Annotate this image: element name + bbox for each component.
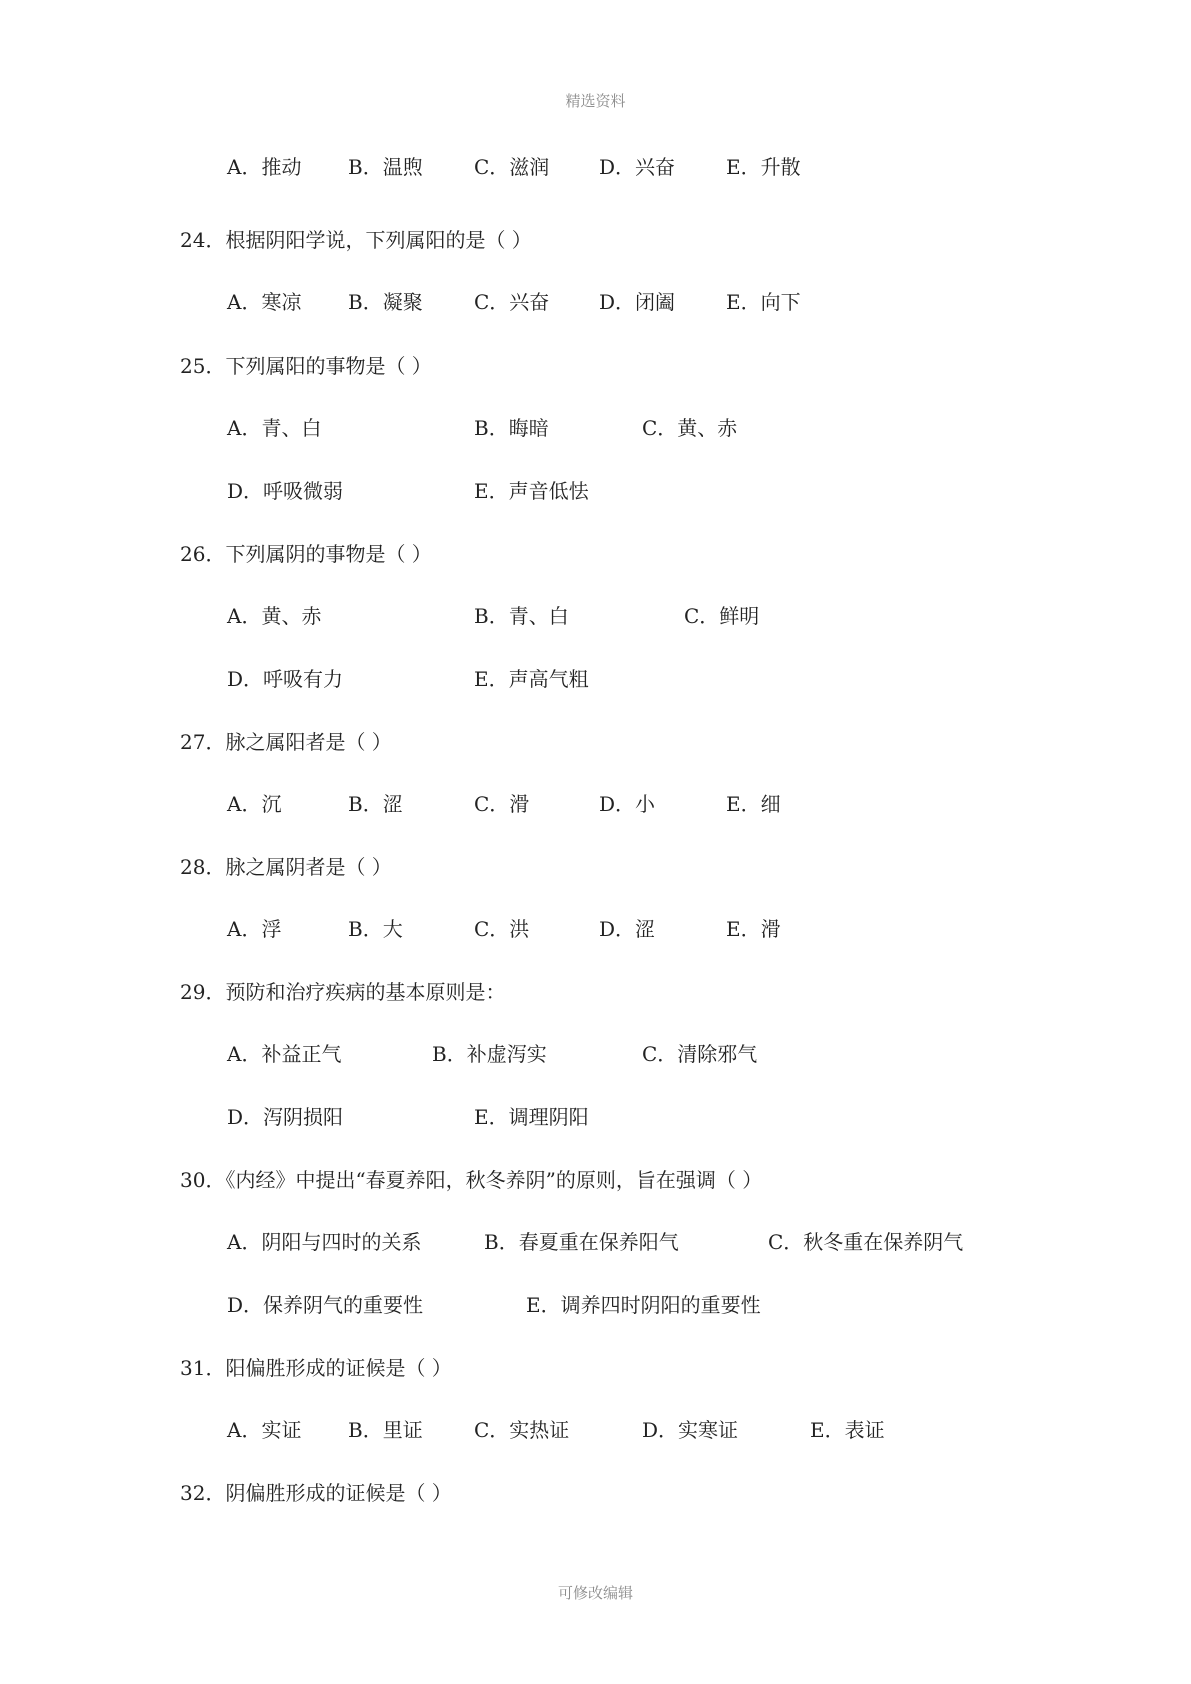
- option: B．青、白: [474, 604, 569, 628]
- option: D．泻阴损阳: [227, 1105, 344, 1129]
- option: D．保养阴气的重要性: [227, 1293, 424, 1317]
- option: A．浮: [227, 917, 282, 941]
- question-text: 30．《内经》中提出“春夏养阳，秋冬养阴”的原则，旨在强调（ ）: [180, 1168, 763, 1192]
- option: C．兴奋: [474, 290, 550, 314]
- option: B．里证: [348, 1418, 423, 1442]
- option: B．涩: [348, 792, 403, 816]
- question-text: 28．脉之属阴者是（ ）: [180, 855, 392, 879]
- option: E．调养四时阴阳的重要性: [526, 1293, 761, 1317]
- option: C．实热证: [474, 1418, 570, 1442]
- question-text: 26．下列属阴的事物是（ ）: [180, 542, 432, 566]
- option: B．大: [348, 917, 403, 941]
- option: B．补虚泻实: [432, 1042, 547, 1066]
- option: E．滑: [726, 917, 781, 941]
- question-text: 25．下列属阳的事物是（ ）: [180, 354, 432, 378]
- option: C．滑: [474, 792, 530, 816]
- option: D．涩: [599, 917, 656, 941]
- option: B．温煦: [348, 155, 423, 179]
- question-text: 27．脉之属阳者是（ ）: [180, 730, 392, 754]
- option: E．表证: [810, 1418, 885, 1442]
- option: B．凝聚: [348, 290, 423, 314]
- option: D．呼吸微弱: [227, 479, 344, 503]
- page-footer: 可修改编辑: [557, 1584, 633, 1602]
- option: E．声音低怯: [474, 479, 589, 503]
- option: A．沉: [227, 792, 282, 816]
- option: C．黄、赤: [642, 416, 738, 440]
- question-text: 32．阴偏胜形成的证候是（ ）: [180, 1481, 452, 1505]
- option: C．清除邪气: [642, 1042, 758, 1066]
- option: C．洪: [474, 917, 530, 941]
- option: D．兴奋: [599, 155, 676, 179]
- option: C．秋冬重在保养阴气: [768, 1230, 964, 1254]
- question-text: 31．阳偏胜形成的证候是（ ）: [180, 1356, 452, 1380]
- option: A．实证: [227, 1418, 302, 1442]
- option: E．向下: [726, 290, 801, 314]
- option: C．鲜明: [684, 604, 760, 628]
- option: D．闭阖: [599, 290, 676, 314]
- question-text: 24．根据阴阳学说，下列属阳的是（ ）: [180, 228, 532, 252]
- option: A．阴阳与四时的关系: [227, 1230, 422, 1254]
- option: D．实寒证: [642, 1418, 739, 1442]
- option: E．调理阴阳: [474, 1105, 589, 1129]
- option: E．升散: [726, 155, 801, 179]
- option: A．补益正气: [227, 1042, 342, 1066]
- option: A．推动: [227, 155, 302, 179]
- option: E．声高气粗: [474, 667, 589, 691]
- option: A．青、白: [227, 416, 322, 440]
- option: D．小: [599, 792, 656, 816]
- option: D．呼吸有力: [227, 667, 344, 691]
- page-header: 精选资料: [565, 92, 626, 110]
- option: E．细: [726, 792, 781, 816]
- question-text: 29．预防和治疗疾病的基本原则是：: [180, 980, 506, 1004]
- option: B．春夏重在保养阳气: [484, 1230, 679, 1254]
- option: B．晦暗: [474, 416, 549, 440]
- option: A．黄、赤: [227, 604, 322, 628]
- option: A．寒凉: [227, 290, 302, 314]
- option: C．滋润: [474, 155, 550, 179]
